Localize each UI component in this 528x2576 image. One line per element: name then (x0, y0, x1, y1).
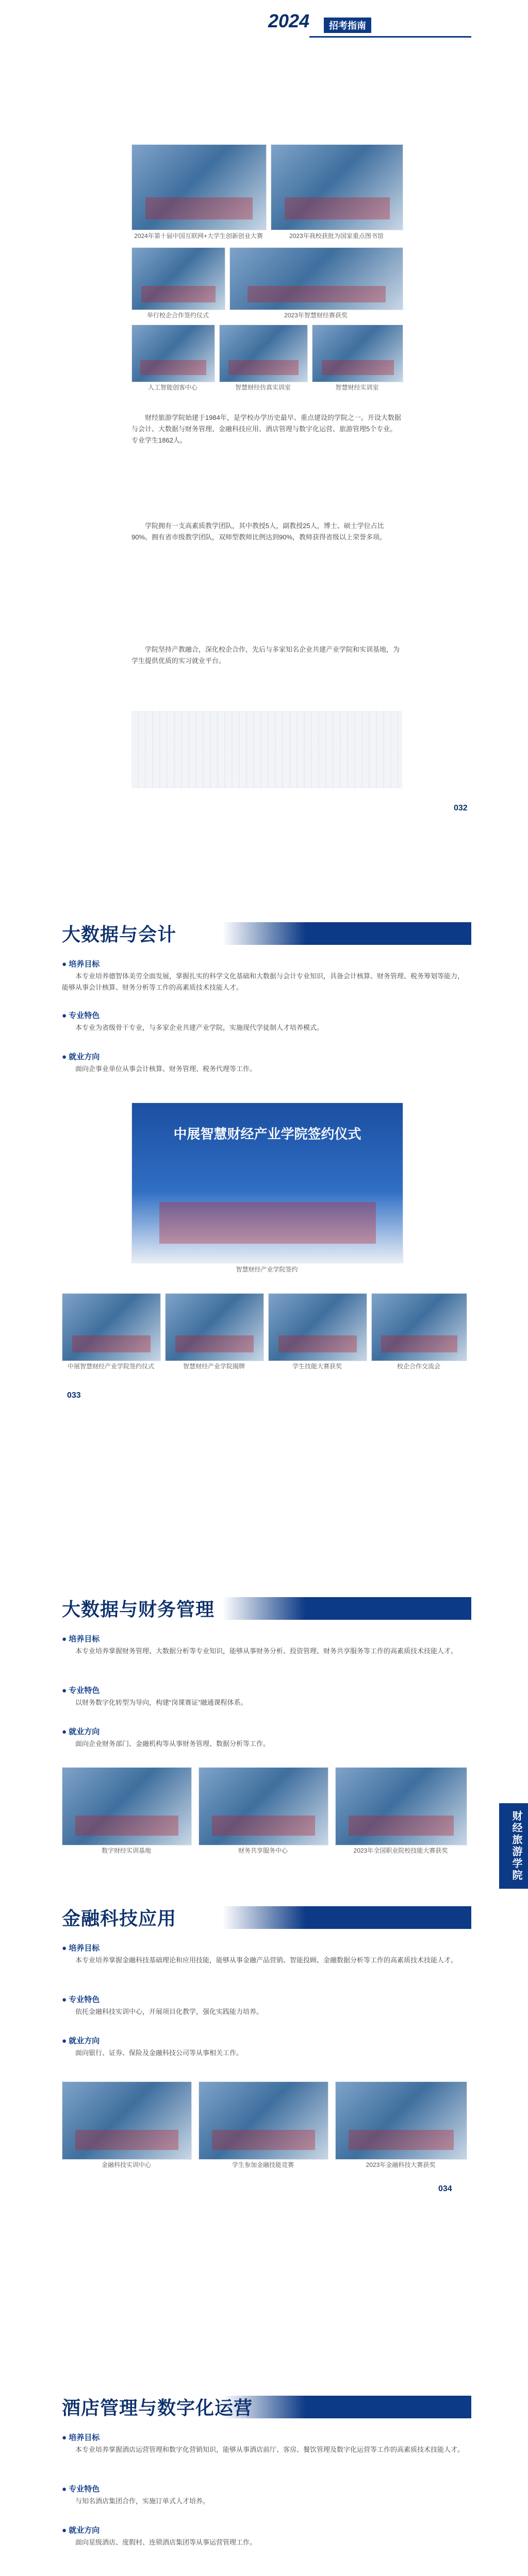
header-subtitle: 招考指南 (324, 18, 371, 33)
side-tab-college: 财经旅游学院 (499, 1803, 528, 1889)
section-4-goal: 本专业培养掌握酒店运营管理和数字化营销知识，能够从事酒店前厅、客房、餐饮管理及数字化运营等工作的高素质技术技能人才。 (75, 2446, 465, 2453)
intro-photo-4-caption: 2023年智慧财经赛获奖 (284, 312, 348, 319)
section-2-photo-3 (335, 1767, 467, 1845)
section-2-goal-label: ● 培养目标 (62, 1635, 100, 1643)
section-3-goal: 本专业培养掌握金融科技基础理论和应用技能，能够从事金融产品营销、智能投顾、金融数据分析等工作的高素质技术技能人才。 (75, 1956, 458, 1964)
section-2-direction-label: ● 就业方向 (62, 1727, 100, 1736)
section-3-feature-label: ● 专业特色 (62, 1995, 100, 2004)
section-3-photo-3-caption: 2023年金融科技大赛获奖 (366, 2161, 436, 2168)
section-3-photo-2-caption: 学生参加金融技能竞赛 (232, 2161, 294, 2168)
section-1-banner-text: 中展智慧财经产业学院签约仪式 (173, 1126, 361, 1142)
section-4-direction: 面向星级酒店、度假村、连锁酒店集团等从事运营管理工作。 (75, 2538, 257, 2546)
intro-photo-2-caption: 2023年我校获批为国家重点图书馆 (289, 232, 384, 240)
section-2-goal: 本专业培养掌握财务管理、大数据分析等专业知识，能够从事财务分析、投资管理、财务共享服务等工作的高素质技术技能人才。 (75, 1647, 458, 1655)
intro-photo-6 (219, 325, 308, 382)
section-1-photo-3 (268, 1293, 367, 1361)
section-4-direction-label: ● 就业方向 (62, 2526, 100, 2535)
section-2-photo-3-caption: 2023年全国职业院校技能大赛获奖 (353, 1847, 448, 1854)
section-3-photo-3 (335, 2081, 467, 2160)
section-3-direction: 面向银行、证券、保险及金融科技公司等从事相关工作。 (75, 2049, 243, 2057)
section-1-photo-2 (165, 1293, 264, 1361)
section-1-goal-label: ● 培养目标 (62, 960, 100, 969)
section-1-title: 大数据与会计 (62, 924, 177, 945)
intro-paragraph-3: 学院坚持产教融合，深化校企合作，先后与多家知名企业共建产业学院和实训基地，为学生提供优质的实习就业平台。 (131, 646, 400, 665)
section-4-title: 酒店管理与数字化运营 (62, 2397, 253, 2418)
section-1-goal: 本专业培养德智体美劳全面发展，掌握扎实的科学文化基础和大数据与会计专业知识，具备会计核算、财务管理、税务筹划等能力，能够从事会计核算、财务分析等工作的高素质技术技能人才。 (62, 972, 465, 991)
section-2-title: 大数据与财务管理 (62, 1599, 215, 1620)
section-1-photo-3-caption: 学生技能大赛获奖 (292, 1363, 342, 1370)
section-1-direction: 面向企事业单位从事会计核算、财务管理、税务代理等工作。 (75, 1065, 257, 1073)
section-1-banner (131, 1103, 403, 1263)
section-4-goal-label: ● 培养目标 (62, 2433, 100, 2442)
section-3-photo-2 (199, 2081, 328, 2160)
section-4-feature: 与知名酒店集团合作，实施订单式人才培养。 (75, 2497, 210, 2505)
section-2-photo-1-caption: 数字财经实训基地 (101, 1847, 151, 1854)
section-4-feature-label: ● 专业特色 (62, 2485, 100, 2494)
page-number-034: 034 (438, 2184, 452, 2193)
section-3-title: 金融科技应用 (62, 1908, 177, 1929)
section-3-goal-label: ● 培养目标 (62, 1944, 100, 1953)
section-3-direction-label: ● 就业方向 (62, 2037, 100, 2045)
campus-sketch (131, 711, 402, 788)
section-2-photo-2 (199, 1767, 328, 1845)
section-1-photo-1 (62, 1293, 161, 1361)
section-3-photo-1-caption: 金融科技实训中心 (101, 2161, 151, 2168)
intro-photo-5 (131, 325, 215, 382)
page-number-033: 033 (67, 1391, 81, 1400)
section-2-photo-1 (62, 1767, 192, 1845)
page-number-032: 032 (454, 804, 468, 812)
intro-photo-1 (131, 144, 267, 230)
section-1-photo-2-caption: 智慧财经产业学院揭牌 (183, 1363, 245, 1370)
section-1-photo-4-caption: 校企合作交流会 (397, 1363, 440, 1370)
intro-paragraph-2: 学院拥有一支高素质教学团队，其中教授5人，副教授25人，博士、硕士学位占比90%。拥有省市级教学团队，双师型教师比例达到90%，教师获得省级以上荣誉多项。 (131, 522, 387, 541)
section-2-photo-2-caption: 财务共享服务中心 (238, 1847, 288, 1854)
intro-photo-4 (229, 247, 403, 310)
section-1-feature-label: ● 专业特色 (62, 1011, 100, 1020)
header-year: 2024 (268, 10, 310, 31)
intro-photo-6-caption: 智慧财经仿真实训室 (235, 384, 291, 391)
section-1-direction-label: ● 就业方向 (62, 1053, 100, 1061)
intro-photo-7 (312, 325, 403, 382)
intro-photo-3-caption: 举行校企合作签约仪式 (146, 312, 209, 319)
section-1-banner-caption: 智慧财经产业学院签约 (236, 1266, 298, 1273)
intro-photo-5-caption: 人工智能创客中心 (147, 384, 197, 391)
section-2-direction: 面向企业财务部门、金融机构等从事财务管理、数据分析等工作。 (75, 1740, 270, 1748)
section-2-feature-label: ● 专业特色 (62, 1686, 100, 1695)
section-3-feature: 依托金融科技实训中心，开展项目化教学，强化实践能力培养。 (75, 2008, 263, 2015)
intro-photo-3 (131, 247, 225, 310)
section-2-feature: 以财务数字化转型为导向，构建“岗课赛证”融通课程体系。 (75, 1699, 248, 1706)
intro-photo-1-caption: 2024年第十届中国互联网+大学生创新创业大赛 (134, 232, 263, 240)
section-3-photo-1 (62, 2081, 192, 2160)
intro-paragraph-1: 财经旅游学院始建于1984年，是学校办学历史最早、重点建设的学院之一。开设大数据与会计、大数据与财务管理、金融科技应用、酒店管理与数字化运营、旅游管理5个专业。专业学生1862人。 (131, 414, 401, 444)
section-1-photo-4 (371, 1293, 467, 1361)
section-1-feature: 本专业为省级骨干专业，与多家企业共建产业学院，实施现代学徒制人才培养模式。 (75, 1024, 324, 1031)
intro-photo-7-caption: 智慧财经实训室 (335, 384, 379, 391)
intro-photo-2 (271, 144, 403, 230)
section-1-photo-1-caption: 中展智慧财经产业学院签约仪式 (67, 1363, 154, 1370)
header-rule (309, 36, 471, 38)
page-header (0, 0, 528, 41)
